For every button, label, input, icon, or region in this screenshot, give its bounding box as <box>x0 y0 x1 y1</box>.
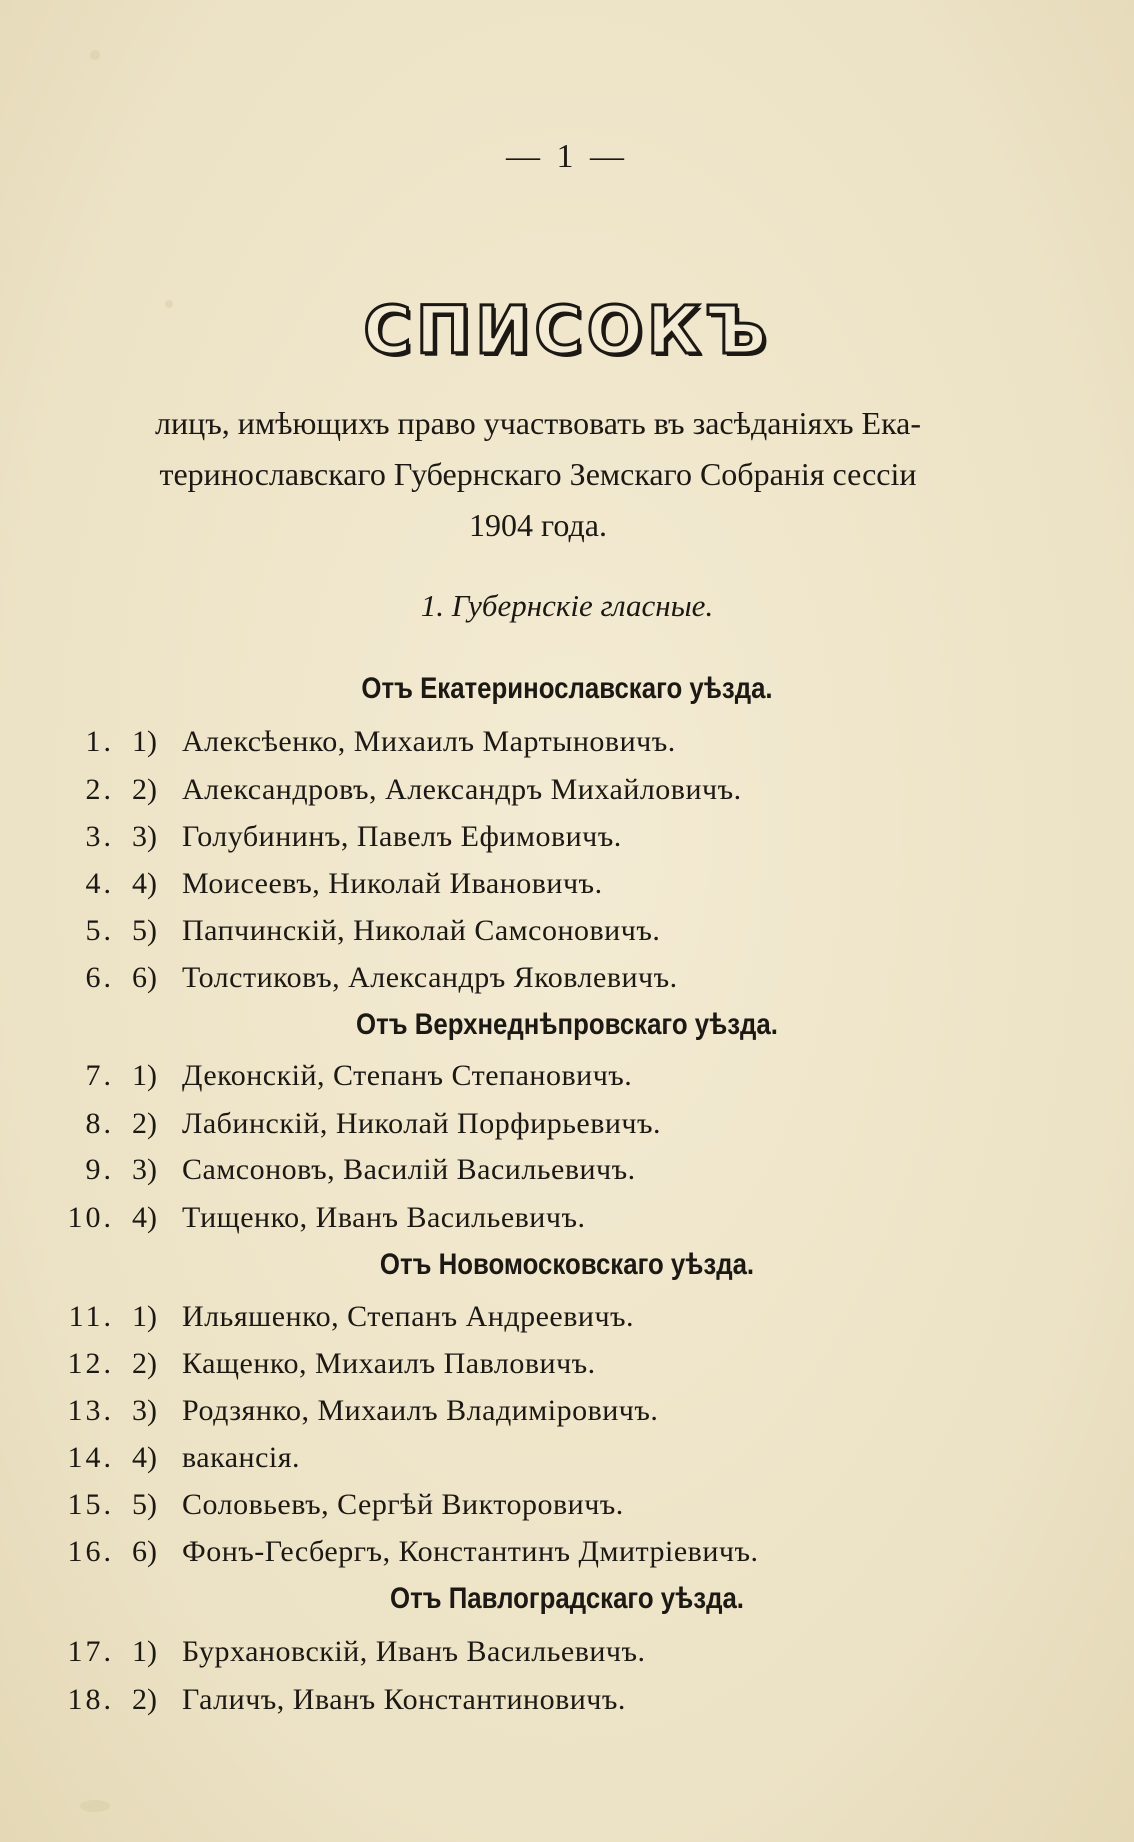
row-number: 8. <box>85 1107 114 1140</box>
row-number: 15. <box>67 1488 114 1521</box>
district-index: 2) <box>132 773 157 806</box>
document-title: СПИСОКЪ <box>363 292 771 369</box>
member-name: Лабинскій, Николай Порфирьевичъ. <box>182 1107 662 1140</box>
member-row <box>0 864 1134 904</box>
row-number: 4. <box>85 867 114 900</box>
row-number: 13. <box>67 1394 114 1427</box>
district-heading: Отъ Павлоградскаго уѣзда. <box>390 1582 744 1615</box>
row-number: 3. <box>85 820 114 853</box>
paper-stain <box>90 50 100 60</box>
row-number: 16. <box>67 1535 114 1568</box>
district-index: 1) <box>132 1300 157 1333</box>
district-index: 6) <box>132 1535 157 1568</box>
member-name: Соловьевъ, Сергѣй Викторовичъ. <box>182 1488 624 1521</box>
section-heading: 1. Губернскіе гласные. <box>420 588 714 623</box>
row-number: 11. <box>68 1300 114 1333</box>
member-row <box>0 1485 1134 1525</box>
member-name: Моисеевъ, Николай Ивановичъ. <box>182 867 603 900</box>
district-heading: Отъ Верхнеднѣпровскаго уѣзда. <box>356 1008 778 1041</box>
row-number: 18. <box>67 1683 114 1716</box>
district-index: 5) <box>132 914 157 947</box>
member-name: Голубининъ, Павелъ Ефимовичъ. <box>182 820 622 853</box>
member-row <box>0 817 1134 857</box>
district-index: 1) <box>132 1635 157 1668</box>
member-row <box>0 1680 1134 1720</box>
district-index: 2) <box>132 1107 157 1140</box>
row-number: 14. <box>67 1441 114 1474</box>
member-name: Толстиковъ, Александръ Яковлевичъ. <box>182 961 678 994</box>
member-row <box>0 1438 1134 1478</box>
document-subtitle <box>68 398 1008 551</box>
district-index: 3) <box>132 1394 157 1427</box>
member-row <box>0 1344 1134 1384</box>
district-index: 4) <box>132 1201 157 1234</box>
row-number: 6. <box>85 961 114 994</box>
member-name: вакансія. <box>182 1441 301 1474</box>
member-name: Родзянко, Михаилъ Владиміровичъ. <box>182 1394 659 1427</box>
member-name: Ильяшенко, Степанъ Андреевичъ. <box>182 1300 635 1333</box>
member-row <box>0 1532 1134 1572</box>
member-row <box>0 1056 1134 1096</box>
member-row <box>0 1104 1134 1144</box>
district-index: 2) <box>132 1683 157 1716</box>
district-index: 1) <box>132 1059 157 1092</box>
member-name: Бурхановскій, Иванъ Васильевичъ. <box>182 1635 646 1668</box>
district-index: 5) <box>132 1488 157 1521</box>
row-number: 10. <box>67 1201 114 1234</box>
district-index: 4) <box>132 1441 157 1474</box>
paper-stain <box>80 1800 110 1812</box>
row-number: 9. <box>85 1153 114 1186</box>
district-index: 2) <box>132 1347 157 1380</box>
district-index: 6) <box>132 961 157 994</box>
member-row <box>0 1150 1134 1190</box>
member-row <box>0 1391 1134 1431</box>
row-number: 7. <box>85 1059 114 1092</box>
row-number: 12. <box>67 1347 114 1380</box>
district-index: 4) <box>132 867 157 900</box>
member-name: Папчинскій, Николай Самсоновичъ. <box>182 914 661 947</box>
row-number: 1. <box>85 725 114 758</box>
district-heading: Отъ Новомосковскаго уѣзда. <box>379 1248 755 1281</box>
member-row <box>0 958 1134 998</box>
member-row <box>0 911 1134 951</box>
member-name: Александровъ, Александръ Михайловичъ. <box>182 773 742 806</box>
district-index: 3) <box>132 1153 157 1186</box>
district-index: 1) <box>132 725 157 758</box>
member-row <box>0 1297 1134 1337</box>
district-index: 3) <box>132 820 157 853</box>
page-number: — 1 — <box>506 138 628 175</box>
subtitle-line: теринославскаго Губернскаго Земскаго Собранія сессіи <box>159 456 917 492</box>
subtitle-line: 1904 года. <box>469 507 607 543</box>
district-heading: Отъ Екатеринославскаго уѣзда. <box>361 672 773 705</box>
row-number: 2. <box>85 773 114 806</box>
member-name: Фонъ-Гесбергъ, Константинъ Дмитріевичъ. <box>182 1535 759 1568</box>
row-number: 17. <box>67 1635 114 1668</box>
row-number: 5. <box>85 914 114 947</box>
member-name: Галичъ, Иванъ Константиновичъ. <box>182 1683 626 1716</box>
subtitle-line: лицъ, имѣющихъ право участвовать въ засѣданіяхъ Ека- <box>154 405 922 441</box>
member-row <box>0 1198 1134 1238</box>
member-name: Деконскій, Степанъ Степановичъ. <box>182 1059 633 1092</box>
member-name: Кащенко, Михаилъ Павловичъ. <box>182 1347 596 1380</box>
member-name: Самсоновъ, Василій Васильевичъ. <box>182 1153 636 1186</box>
member-name: Алексѣенко, Михаилъ Мартыновичъ. <box>182 725 676 758</box>
member-name: Тищенко, Иванъ Васильевичъ. <box>182 1201 586 1234</box>
member-row <box>0 770 1134 810</box>
member-row <box>0 722 1134 762</box>
member-row <box>0 1632 1134 1672</box>
